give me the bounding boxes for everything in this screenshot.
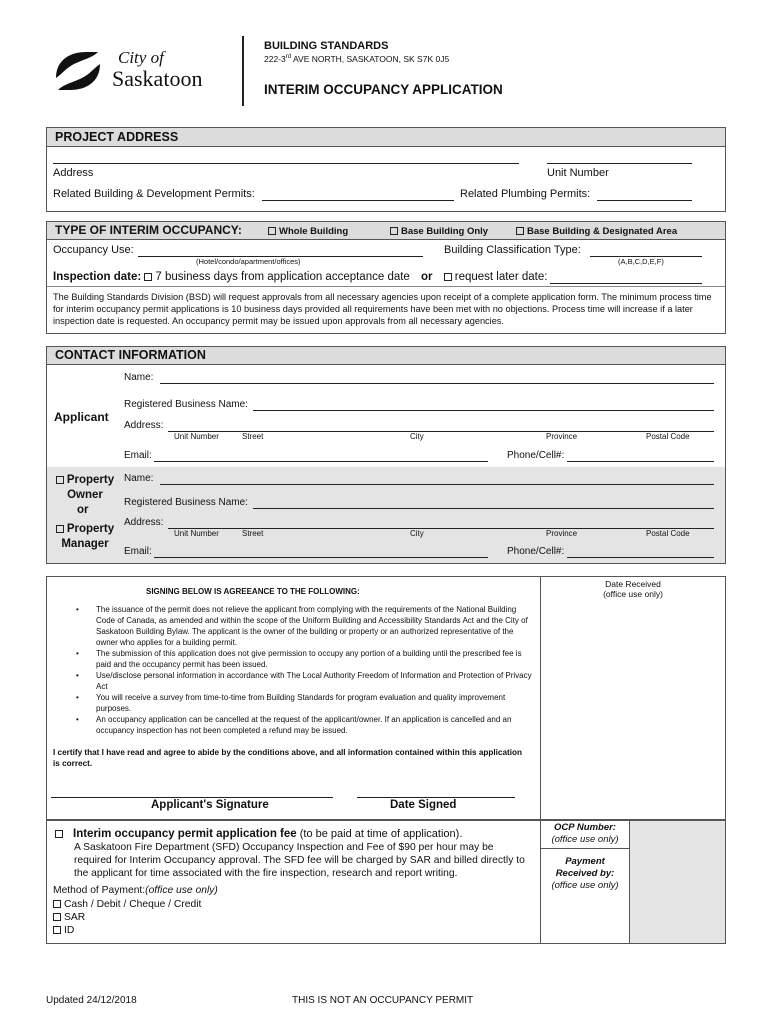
header-divider	[242, 36, 244, 106]
section-title: CONTACT INFORMATION	[55, 348, 206, 362]
condition-item: • The submission of this application does not give permission to occupy any portion of a building until the prescribed fee is paid and the occupancy permit has been issued.	[96, 648, 532, 670]
checkbox-icon	[390, 227, 398, 235]
owner-email-label: Email:	[124, 546, 152, 557]
owner-checkbox[interactable]: Property Owner	[53, 473, 117, 503]
date-signed-label: Date Signed	[390, 799, 457, 811]
logo-saskatoon: Saskatoon	[112, 66, 203, 91]
col-city: City	[410, 529, 424, 538]
date-received-label: Date Received (office use only)	[603, 579, 663, 599]
section-title: PROJECT ADDRESS	[55, 130, 179, 144]
owner-name-label: Name:	[124, 473, 154, 484]
date-received-divider	[540, 576, 541, 820]
payment-method-label: Method of Payment:(office use only)	[53, 885, 218, 896]
condition-item: • You will receive a survey from time-to-time from Building Standards for program evaluation and quality improvement purposes.	[96, 692, 532, 714]
bd-permits-field[interactable]	[262, 200, 454, 201]
fee-title-row[interactable]: Interim occupancy permit application fee (to be paid at time of application).	[55, 828, 462, 840]
fee-description: A Saskatoon Fire Department (SFD) Occupancy Inspection and Fee of $90 per hour may be required for Interim Occupancy approval. The SFD fee will be charged by SAR and billed directly to the applicant for time associated with the fire inspection, research and report writing.	[74, 842, 525, 879]
applicant-phone-field[interactable]	[567, 461, 714, 462]
address-label: Address	[53, 167, 94, 179]
col-unit: Unit Number	[174, 432, 219, 441]
process-note: The Building Standards Division (BSD) will request approvals from all necessary agencies upon receipt of a complete application form. The minimum process time for interim occupancy permit applications is 10 business days provided all requirements have been met with no objections. Process time will increase if a later inspection date is requested. An occupancy permit may be issued upon approvals from all necessary agencies.	[53, 292, 712, 326]
applicant-name-label: Name:	[124, 372, 154, 383]
col-city: City	[410, 432, 424, 441]
col-province: Province	[546, 432, 578, 441]
updated-date: Updated 24/12/2018	[46, 995, 137, 1006]
owner-address-label: Address:	[124, 517, 164, 528]
applicant-address-label: Address:	[124, 420, 164, 431]
not-permit-notice: THIS IS NOT AN OCCUPANCY PERMIT	[292, 995, 474, 1006]
checkbox-icon	[516, 227, 524, 235]
col-postal: Postal Code	[646, 529, 690, 538]
owner-business-field[interactable]	[253, 508, 714, 509]
city-logo	[52, 46, 232, 96]
saskatoon-logo-icon	[52, 48, 104, 94]
checkbox-icon	[55, 830, 63, 838]
plumbing-permits-label: Related Plumbing Permits:	[460, 188, 591, 200]
applicant-email-label: Email:	[124, 450, 152, 461]
payment-cash-option[interactable]: Cash / Debit / Cheque / Credit	[53, 899, 201, 910]
col-street: Street	[242, 432, 264, 441]
owner-name-field[interactable]	[160, 484, 714, 485]
ocp-number-label: OCP Number: (office use only)	[551, 822, 619, 845]
plumbing-permits-field[interactable]	[597, 200, 692, 201]
occupancy-use-hint: (Hotel/condo/apartment/offices)	[196, 257, 301, 266]
checkbox-icon	[53, 913, 61, 921]
logo-city-of: City of	[118, 48, 164, 67]
applicant-phone-label: Phone/Cell#:	[507, 450, 565, 461]
unit-number-label: Unit Number	[547, 167, 609, 179]
checkbox-icon	[53, 900, 61, 908]
address-field[interactable]	[53, 163, 519, 164]
applicant-label: Applicant	[54, 410, 109, 424]
contact-header	[47, 347, 725, 365]
later-date-field[interactable]	[550, 283, 702, 284]
inspection-row: Inspection date: 7 business days from application acceptance date or request later date:	[53, 271, 548, 283]
applicant-business-field[interactable]	[253, 410, 714, 411]
inspection-label: Inspection date:	[53, 271, 142, 283]
manager-checkbox[interactable]: Property Manager	[53, 522, 117, 552]
signing-title: SIGNING BELOW IS AGREEANCE TO THE FOLLOWING:	[146, 587, 360, 596]
project-address-header	[47, 128, 725, 147]
checkbox-icon	[56, 525, 64, 533]
checkbox-icon	[444, 273, 452, 281]
inspection-opt-later[interactable]: request later date:	[444, 271, 548, 283]
unit-number-field[interactable]	[547, 163, 692, 164]
condition-item: • Use/disclose personal information in accordance with The Local Authority Freedom of Information and Protection of Privacy Act	[96, 670, 532, 692]
certify-text: I certify that I have read and agree to abide by the conditions above, and all information contained within this application is correct.	[53, 748, 523, 768]
date-signed-field[interactable]	[357, 797, 515, 798]
owner-phone-field[interactable]	[567, 557, 714, 558]
applicant-business-label: Registered Business Name:	[124, 399, 248, 410]
payment-id-option[interactable]: ID	[53, 925, 74, 936]
form-title: INTERIM OCCUPANCY APPLICATION	[264, 82, 503, 97]
col-street: Street	[242, 529, 264, 538]
condition-item: • An occupancy application can be cancelled at the request of the applicant/owner. If an application is cancelled and an occupancy inspection has not been completed a refund may be issued.	[96, 714, 532, 736]
checkbox-icon	[268, 227, 276, 235]
ocp-divider	[541, 848, 629, 849]
owner-business-label: Registered Business Name:	[124, 497, 248, 508]
inspection-opt-7days[interactable]: 7 business days from application acceptance date	[144, 271, 409, 283]
payment-received-label: Payment Received by: (office use only)	[551, 856, 619, 891]
signature-field[interactable]	[51, 797, 333, 798]
payment-sar-option[interactable]: SAR	[53, 912, 85, 923]
applicant-email-field[interactable]	[154, 461, 488, 462]
checkbox-icon	[53, 926, 61, 934]
checkbox-icon	[56, 476, 64, 484]
owner-phone-label: Phone/Cell#:	[507, 546, 565, 557]
checkbox-icon	[144, 273, 152, 281]
dept-address: 222-3rd AVE NORTH, SASKATOON, SK S7K 0J5	[264, 54, 450, 64]
inspection-divider	[47, 286, 725, 287]
opt-whole-building[interactable]: Whole Building	[268, 226, 348, 237]
classification-hint: (A,B,C,D,E,F)	[618, 257, 664, 266]
section-title: TYPE OF INTERIM OCCUPANCY:	[55, 223, 242, 237]
condition-item: • The issuance of the permit does not relieve the applicant from complying with the requirements of the National Building Code of Canada, as amended and within the scope of the Uniform Building and Accessibility Standards Act and the City of Saskatoon Building Bylaw. The applicant is the owner of the building or property or an authorized representative of the owner who applies for a building permit.	[96, 604, 532, 648]
col-unit: Unit Number	[174, 529, 219, 538]
opt-base-designated[interactable]: Base Building & Designated Area	[516, 226, 677, 237]
dept-name: BUILDING STANDARDS	[264, 40, 389, 52]
opt-base-building[interactable]: Base Building Only	[390, 226, 488, 237]
owner-email-field[interactable]	[154, 557, 488, 558]
bd-permits-label: Related Building & Development Permits:	[53, 188, 255, 200]
occupancy-use-label: Occupancy Use:	[53, 244, 134, 256]
classification-label: Building Classification Type:	[444, 244, 581, 256]
signature-label: Applicant's Signature	[151, 799, 269, 811]
conditions-list	[96, 604, 532, 736]
col-province: Province	[546, 529, 578, 538]
applicant-name-field[interactable]	[160, 383, 714, 384]
owner-or: or	[77, 504, 89, 516]
fee-office-shade	[629, 821, 725, 943]
col-postal: Postal Code	[646, 432, 690, 441]
